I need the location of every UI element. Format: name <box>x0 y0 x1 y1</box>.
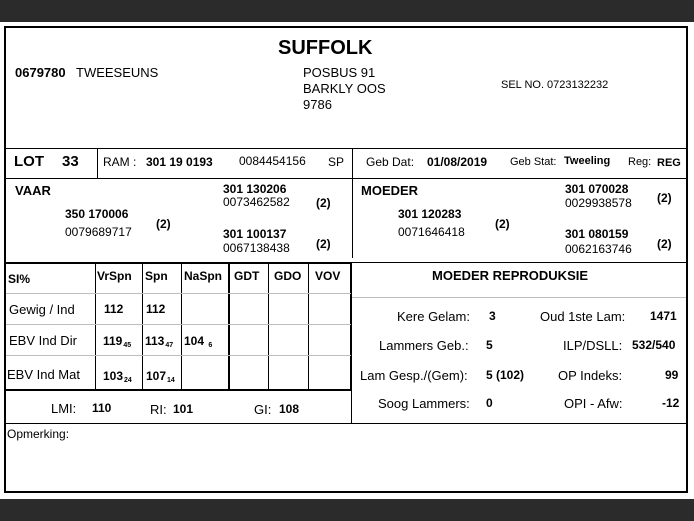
divider <box>351 262 352 424</box>
sire-dam-code: 0067138438 <box>223 241 290 255</box>
address-line2: BARKLY OOS <box>303 81 386 96</box>
ilp-value: 532/540 <box>632 338 676 352</box>
divider <box>142 262 143 390</box>
divider <box>6 423 686 424</box>
suckling-label: Soog Lammers: <box>378 396 470 411</box>
row-label: EBV Ind Dir <box>9 333 77 348</box>
divider <box>95 262 96 390</box>
birth-date: 01/08/2019 <box>427 155 488 169</box>
birth-status: Tweeling <box>564 155 611 167</box>
address-line3: 9786 <box>303 97 332 112</box>
sire-dam-id: 301 100137 <box>223 227 287 241</box>
vrspn-value: 112 <box>104 302 124 316</box>
ri-value: 101 <box>173 402 194 416</box>
opi-label: OPI - Afw: <box>564 396 623 411</box>
lmi-label: LMI: <box>51 401 77 416</box>
dam-sire-id: 301 070028 <box>565 182 629 196</box>
ilp-label: ILP/DSLL: <box>563 338 623 353</box>
first-lamb-value: 1471 <box>650 309 677 323</box>
weaned-value: 5 (102) <box>486 368 525 382</box>
repro-title: MOEDER REPRODUKSIE <box>432 268 589 283</box>
reg-label: Reg: <box>628 156 652 168</box>
remark-label: Opmerking: <box>7 427 70 441</box>
lmi-value: 110 <box>92 401 112 415</box>
sire-sire-twin: (2) <box>316 196 331 210</box>
opi-value: -12 <box>662 396 680 410</box>
divider <box>268 262 269 390</box>
lot-label: LOT <box>14 153 44 170</box>
breed-title: SUFFOLK <box>278 37 373 59</box>
sire-id: 350 170006 <box>65 207 129 221</box>
divider <box>228 262 230 391</box>
dam-sire-twin: (2) <box>657 191 672 205</box>
dam-dam-id: 301 080159 <box>565 227 629 241</box>
suckling-value: 0 <box>486 396 493 410</box>
header-gdo: GDO <box>274 269 302 283</box>
divider <box>6 293 351 294</box>
row-label: Gewig / Ind <box>9 302 75 317</box>
divider <box>6 178 686 179</box>
naspn-value: 104 $_6$ <box>184 334 213 349</box>
sire-sire-id: 301 130206 <box>223 182 287 196</box>
op-value: 99 <box>665 368 679 382</box>
kere-value: 3 <box>489 309 496 323</box>
divider <box>351 297 686 298</box>
dam-code: 0071646418 <box>398 225 465 239</box>
weaned-label: Lam Gesp./(Gem): <box>360 368 468 383</box>
header-gdt: GDT <box>234 269 260 283</box>
vrspn-value: $119_{45}$ <box>103 334 132 349</box>
divider <box>6 355 351 356</box>
gi-value: 108 <box>279 402 300 416</box>
divider <box>6 324 351 325</box>
divider <box>6 389 351 391</box>
vrspn-value: $103_{24}$ <box>103 369 132 384</box>
header-naspn: NaSpn <box>184 269 223 283</box>
breeder-code: 0679780 <box>15 65 66 80</box>
reg-value: REG <box>657 157 681 169</box>
dam-sire-code: 0029938578 <box>565 196 632 210</box>
divider <box>181 262 182 390</box>
birth-date-label: Geb Dat: <box>366 155 415 169</box>
sire-dam-twin: (2) <box>316 237 331 251</box>
phone-number: SEL NO. 0723132232 <box>501 79 609 91</box>
ram-code: 0084454156 <box>239 154 306 168</box>
header-vrspn: VrSpn <box>97 269 132 283</box>
kere-label: Kere Gelam: <box>397 309 470 324</box>
spn-value: $107_{14}$ <box>146 369 175 384</box>
divider <box>97 148 98 178</box>
first-lamb-label: Oud 1ste Lam: <box>540 309 626 324</box>
accuracy-subscript: 47 <box>165 342 174 349</box>
header-vov: VOV <box>315 269 341 283</box>
gi-label: GI: <box>254 402 272 417</box>
address-line1: POSBUS 91 <box>303 65 376 80</box>
dam-dam-twin: (2) <box>657 237 672 251</box>
accuracy-subscript: 45 <box>123 342 132 349</box>
lot-number: 33 <box>62 153 79 170</box>
lambs-born-value: 5 <box>486 338 493 352</box>
ri-label: RI: <box>150 402 167 417</box>
ram-sp: SP <box>328 155 345 169</box>
lambs-born-label: Lammers Geb.: <box>379 338 469 353</box>
divider <box>6 262 351 264</box>
birth-status-label: Geb Stat: <box>510 156 557 168</box>
dam-label: MOEDER <box>361 183 419 198</box>
spn-value: $113_{47}$ <box>145 334 174 349</box>
spn-value: 112 <box>146 302 166 316</box>
accuracy-subscript: 14 <box>167 377 175 384</box>
divider <box>351 262 686 263</box>
dam-dam-code: 0062163746 <box>565 242 632 256</box>
sire-sire-code: 0073462582 <box>223 195 290 209</box>
ram-label: RAM : <box>103 155 137 169</box>
dam-twin: (2) <box>495 217 510 231</box>
header-spn: Spn <box>145 269 168 283</box>
breeder-name: TWEESEUNS <box>76 65 159 80</box>
accuracy-subscript: 24 <box>124 377 132 384</box>
divider <box>308 262 309 390</box>
ram-id: 301 19 0193 <box>146 155 213 169</box>
divider <box>6 148 686 149</box>
dam-id: 301 120283 <box>398 207 462 221</box>
accuracy-subscript: 6 <box>208 342 213 349</box>
ram-card <box>4 26 688 493</box>
divider <box>352 178 353 258</box>
op-label: OP Indeks: <box>558 368 623 383</box>
sire-code: 0079689717 <box>65 225 132 239</box>
header-si: SI% <box>8 272 31 286</box>
divider <box>352 148 353 178</box>
sheet <box>0 22 694 499</box>
sire-label: VAAR <box>15 183 51 198</box>
row-label: EBV Ind Mat <box>7 367 80 382</box>
sire-twin: (2) <box>156 217 171 231</box>
